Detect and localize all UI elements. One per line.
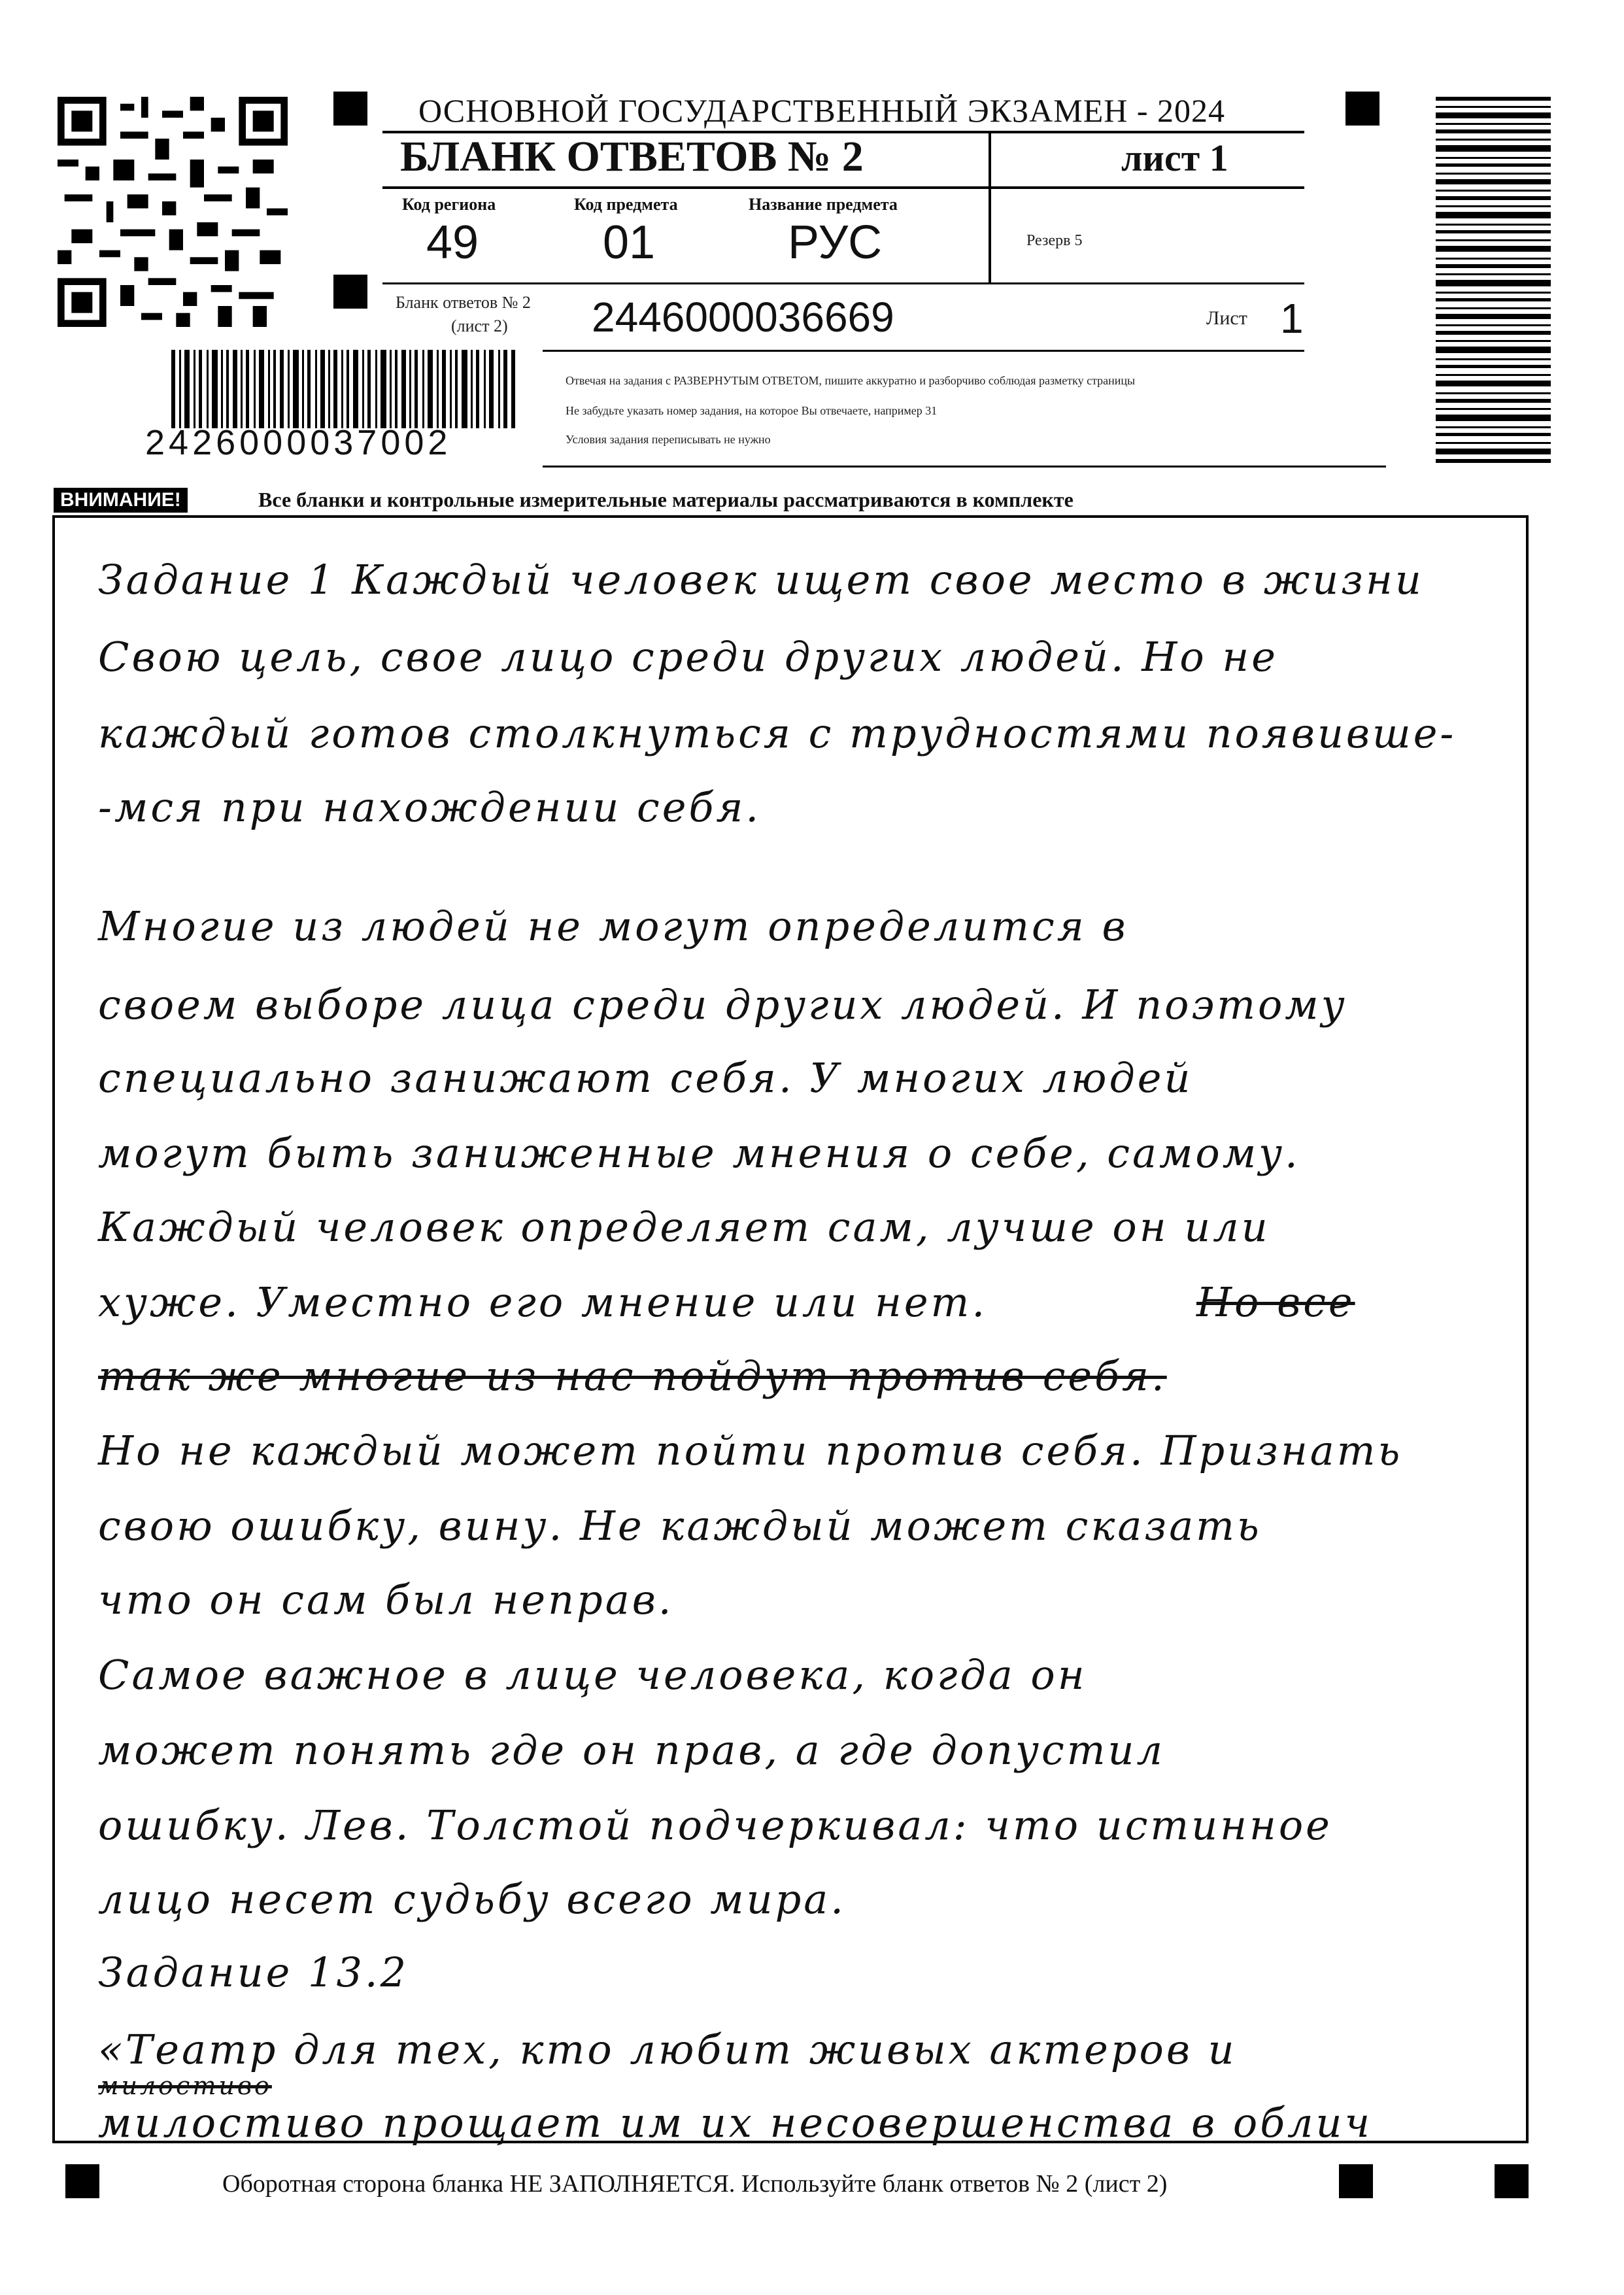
region-value: 49 <box>426 216 479 269</box>
registration-marker-bottom-left <box>65 2164 99 2198</box>
answer-line: каждый готов столкнуться с трудностями появивше- <box>98 709 1457 757</box>
registration-marker-top-right <box>1345 92 1379 126</box>
barcode-icon <box>171 350 518 428</box>
answer-line: Самое важное в лице человека, когда он <box>98 1651 1087 1699</box>
attention-badge: ВНИМАНИЕ! <box>54 488 188 513</box>
subject-code-value: 01 <box>603 216 656 269</box>
form2-sub: (лист 2) <box>451 316 508 335</box>
answer-line: специально занижают себя. У многих людей <box>98 1054 1193 1102</box>
instructions-rule <box>543 466 1386 468</box>
header-rule <box>382 186 1304 189</box>
subject-name-label: Название предмета <box>749 195 898 214</box>
registration-marker-bottom-mid <box>1339 2164 1373 2198</box>
answer-line: могут быть заниженные мнения о себе, самому. <box>98 1129 1300 1177</box>
form2-number: 2446000036669 <box>592 294 894 341</box>
answer-line: Но не каждый может пойти против себя. Признать <box>98 1427 1403 1474</box>
sheet-label: лист 1 <box>1121 137 1228 179</box>
answer-line: хуже. Уместно его мнение или нет. <box>98 1278 988 1326</box>
answer-line: Задание 1 Каждый человек ищет свое место в жизни <box>98 556 1424 604</box>
form2-label: Бланк ответов № 2 <box>396 293 531 312</box>
subject-name-value: РУС <box>788 216 883 269</box>
form2-rule <box>543 350 1304 352</box>
answer-line: Каждый человек определяет сам, лучше он или <box>98 1203 1270 1251</box>
answer-line: своем выборе лица среди других людей. И поэтому <box>98 981 1347 1028</box>
attention-text: Все бланки и контрольные измерительные материалы рассматриваются в комплекте <box>258 488 1074 511</box>
title-divider <box>989 132 991 282</box>
registration-marker-mid-left <box>333 275 367 309</box>
region-label: Код региона <box>402 195 496 214</box>
footer-note: Оборотная сторона бланка НЕ ЗАПОЛНЯЕТСЯ. Используйте бланк ответов № 2 (лист 2) <box>222 2170 1168 2198</box>
codes-rule <box>382 282 1304 284</box>
answer-line: Свою цель, свое лицо среди других людей. Но не <box>98 633 1278 681</box>
exam-title: ОСНОВНОЙ ГОСУДАРСТВЕННЫЙ ЭКЗАМЕН - 2024 <box>418 92 1225 129</box>
answer-line: свою ошибку, вину. Не каждый может сказать <box>98 1502 1262 1550</box>
answer-line: Задание 13.2 <box>98 1948 409 1996</box>
instruction-3: Условия задания переписывать не нужно <box>566 433 771 446</box>
registration-marker-top-left <box>333 92 367 126</box>
answer-line: может понять где он прав, а где допустил <box>98 1726 1165 1774</box>
page-label: Лист <box>1206 307 1247 329</box>
struck-text: Но все <box>1196 1278 1355 1326</box>
page-value: 1 <box>1280 295 1304 342</box>
form-title: БЛАНК ОТВЕТОВ № 2 <box>400 133 864 180</box>
struck-line: так же многие из нас пойдут против себя. <box>98 1352 1167 1400</box>
qr-code-icon <box>58 97 288 327</box>
side-barcode-icon <box>1436 97 1551 463</box>
struck-word: милостиво <box>98 2071 272 2100</box>
reserve-label: Резерв 5 <box>1026 232 1083 249</box>
registration-marker-bottom-right <box>1495 2164 1529 2198</box>
answer-line: лицо несет судьбу всего мира. <box>98 1875 846 1923</box>
answer-line: Многие из людей не могут определится в <box>98 902 1128 950</box>
answer-line: -мся при нахождении себя. <box>98 783 762 831</box>
answer-line: что он сам был неправ. <box>98 1576 674 1624</box>
answer-line: ошибку. Лев. Толстой подчеркивал: что истинное <box>98 1801 1332 1849</box>
answer-line: «Театр для тех, кто любит живых актеров и <box>98 2026 1237 2073</box>
instruction-2: Не забудьте указать номер задания, на которое Вы отвечаете, например 31 <box>566 404 938 417</box>
answer-line: милостиво прощает им их несовершенства в облич <box>98 2099 1373 2147</box>
subject-code-label: Код предмета <box>574 195 678 214</box>
barcode-number: 2426000037002 <box>145 423 452 462</box>
instruction-1: Отвечая на задания с РАЗВЕРНУТЫМ ОТВЕТОМ, пишите аккуратно и разборчиво соблюдая разметку страницы <box>566 374 1136 387</box>
